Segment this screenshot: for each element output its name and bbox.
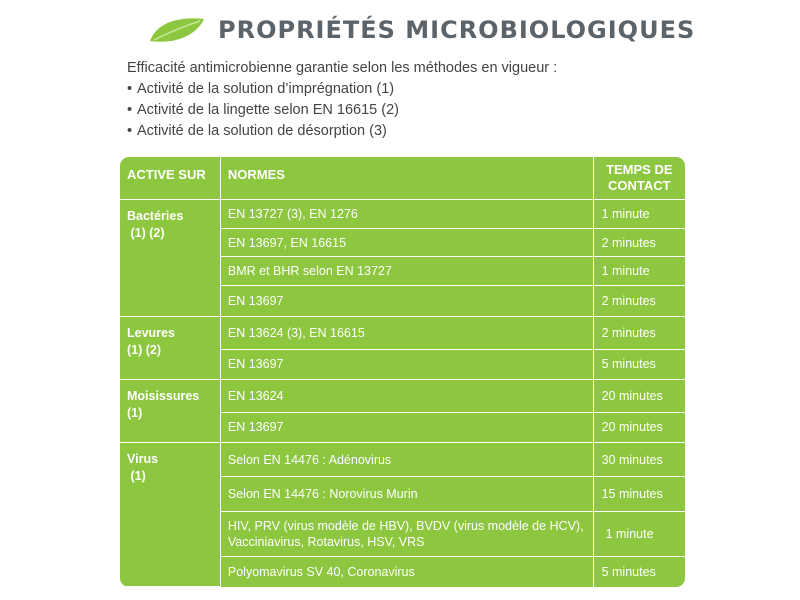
norme-cell: EN 13624 (3), EN 16615 <box>220 317 593 349</box>
category-bacteries: Bactéries (1) (2) <box>120 199 220 317</box>
norme-cell: BMR et BHR selon EN 13727 <box>220 257 593 285</box>
temps-cell: 5 minutes <box>593 556 685 587</box>
norme-cell: EN 13697 <box>220 349 593 379</box>
intro-line: Efficacité antimicrobienne garantie selon les méthodes en vigueur : <box>127 60 558 76</box>
microbiology-table <box>120 157 685 587</box>
table-row <box>120 317 685 349</box>
norme-cell: Polyomavirus SV 40, Coronavirus <box>220 556 593 587</box>
norme-cell: EN 13697, EN 16615 <box>220 228 593 256</box>
category-moisissures: Moisissures (1) <box>120 380 220 443</box>
temps-cell: 15 minutes <box>593 477 685 511</box>
norme-cell: Selon EN 14476 : Adénovirus <box>220 442 593 476</box>
temps-cell: 20 minutes <box>593 380 685 412</box>
temps-cell: 2 minutes <box>593 228 685 256</box>
norme-cell: EN 13697 <box>220 285 593 316</box>
intro-bullet: • Activité de la lingette selon EN 16615 (2) <box>127 102 399 118</box>
header-temps-contact: TEMPS DE CONTACT <box>593 157 685 199</box>
temps-cell: 1 minute <box>593 199 685 228</box>
table-header-row <box>120 157 685 199</box>
norme-cell: EN 13727 (3), EN 1276 <box>220 199 593 228</box>
norme-cell: EN 13624 <box>220 380 593 412</box>
norme-cell: Selon EN 14476 : Norovirus Murin <box>220 477 593 511</box>
category-virus: Virus (1) <box>120 442 220 586</box>
leaf-icon <box>148 15 206 45</box>
header-active-sur: ACTIVE SUR <box>120 157 220 199</box>
norme-cell: EN 13697 <box>220 412 593 442</box>
intro-bullet: • Activité de la solution d’imprégnation (1) <box>127 81 395 97</box>
temps-cell: 1 minute <box>593 511 685 556</box>
temps-cell: 1 minute <box>593 257 685 285</box>
temps-cell: 5 minutes <box>593 349 685 379</box>
temps-cell: 20 minutes <box>593 412 685 442</box>
temps-cell: 30 minutes <box>593 442 685 476</box>
temps-cell: 2 minutes <box>593 285 685 316</box>
intro-bullet: • Activité de la solution de désorption (3) <box>127 123 387 139</box>
table-row <box>120 380 685 412</box>
table-row <box>120 199 685 228</box>
intro-text <box>127 58 557 142</box>
table-row <box>120 442 685 476</box>
page-header <box>148 10 695 50</box>
norme-cell: HIV, PRV (virus modèle de HBV), BVDV (virus modèle de HCV), Vacciniavirus, Rotavirus, HSV, VRS <box>220 511 593 556</box>
category-levures: Levures (1) (2) <box>120 317 220 380</box>
page-title: PROPRIÉTÉS MICROBIOLOGIQUES <box>218 16 696 44</box>
header-normes: NORMES <box>220 157 593 199</box>
temps-cell: 2 minutes <box>593 317 685 349</box>
